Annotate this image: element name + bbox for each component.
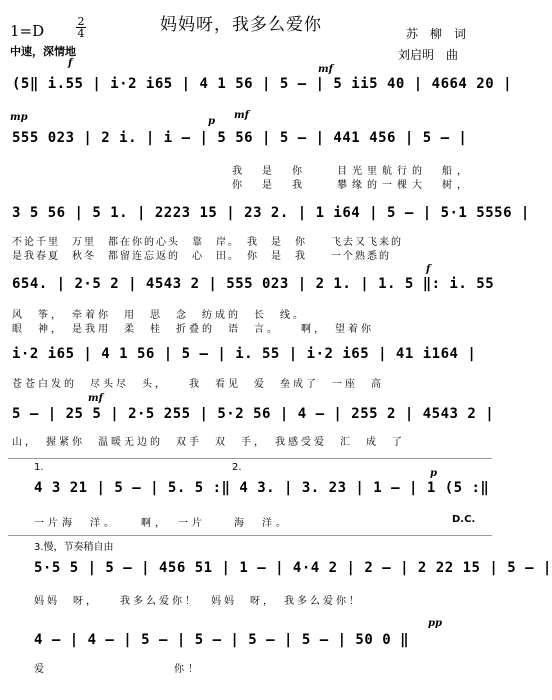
dynamic-mark: f	[426, 264, 431, 275]
dynamic-mark: mp	[10, 112, 28, 123]
notation-line: 4 — | 4 — | 5 — | 5 — | 5 — | 5 — | 50 0 ‖	[34, 632, 410, 648]
dynamic-mark: pp	[428, 618, 442, 629]
lyricist: 苏 柳 词	[406, 27, 467, 41]
key-signature: 1=D	[10, 22, 45, 40]
song-title: 妈妈呀，我多么爱你	[160, 15, 322, 35]
dynamic-mark: mf	[318, 64, 333, 75]
dynamic-mark: mf	[88, 393, 103, 404]
time-signature	[76, 16, 86, 39]
time-bottom: 4	[77, 27, 85, 40]
section-divider	[8, 535, 492, 536]
notation-line: 555 023 | 2 i. | i — | 5 56 | 5 — | 441 456 | 5 — |	[12, 130, 468, 146]
lyric-line: 不论千里 万里 都在你的心头 靠 岸。 我 是 你 飞去又飞来的	[12, 237, 403, 248]
da-capo: D.C.	[452, 514, 476, 525]
dynamic-mark: p	[208, 116, 215, 127]
section-divider	[8, 458, 492, 459]
notation-line: i·2 i65 | 4 1 56 | 5 — | i. 55 | i·2 i65 | 41 i164 |	[12, 346, 477, 362]
dynamic-mark: f	[68, 58, 73, 69]
notation-line: 5 — | 25 5 | 2·5 255 | 5·2 56 | 4 — | 255 2 | 4543 2 |	[12, 406, 495, 422]
lyric-line: 妈妈 呀， 我多么爱你！ 妈妈 呀， 我多么爱你！	[34, 596, 362, 607]
lyric-line: 你 是 我 攀缘的一棵大 树，	[232, 180, 472, 191]
lyric-line: 我 是 你 目光里航行的 船，	[232, 166, 472, 177]
dynamic-mark: mf	[234, 110, 249, 121]
lyric-line: 风 筝， 牵着你 用 思 念 纺成的 长 线。	[12, 310, 306, 321]
volta-1-label: 1.	[34, 462, 44, 473]
lyric-line: 一片海 洋。 啊， 一片 海 洋。	[34, 518, 290, 529]
volta-2-label: 2.	[232, 462, 242, 473]
tempo-marking: 中速，深情地	[10, 45, 76, 58]
time-top: 2	[77, 15, 85, 28]
lyric-line: 苍苍白发的 尽头尽 头， 我 看见 爱 垒成了 一座 高	[12, 379, 384, 390]
notation-line: 4 3 21 | 5 — | 5. 5 :‖ 4 3. | 3. 23 | 1 — | 1 (5 :‖	[34, 480, 490, 496]
lyric-line: 眼 神， 是我用 柔 桂 折叠的 语 言。 啊， 望着你	[12, 324, 374, 335]
lyric-line: 是我春夏 秋冬 都留连忘返的 心 田。 你 是 我 一个熟悉的	[12, 251, 391, 262]
lyric-line: 山， 握紧你 温暖无边的 双手 双 手， 我感受爱 汇 成 了	[12, 437, 405, 448]
dynamic-mark: p	[430, 468, 437, 479]
notation-line: 654. | 2·5 2 | 4543 2 | 555 023 | 2 1. | 1. 5 ‖: i. 55	[12, 276, 495, 292]
coda-label: 3.慢，节奏稍自由	[34, 542, 114, 553]
notation-line: 3 5 56 | 5 1. | 2223 15 | 23 2. | 1 i64 | 5 — | 5·1 5556 |	[12, 205, 530, 221]
notation-line: (5‖ i.55 | i·2 i65 | 4 1 56 | 5 — | 5 ii5 40 | 4664 20 |	[12, 76, 513, 92]
lyric-line: 爱 你！	[34, 664, 202, 675]
notation-line: 5·5 5 | 5 — | 456 51 | 1 — | 4·4 2 | 2 — | 2 22 15 | 5 — |	[34, 560, 552, 576]
composer: 刘启明 曲	[398, 48, 459, 62]
